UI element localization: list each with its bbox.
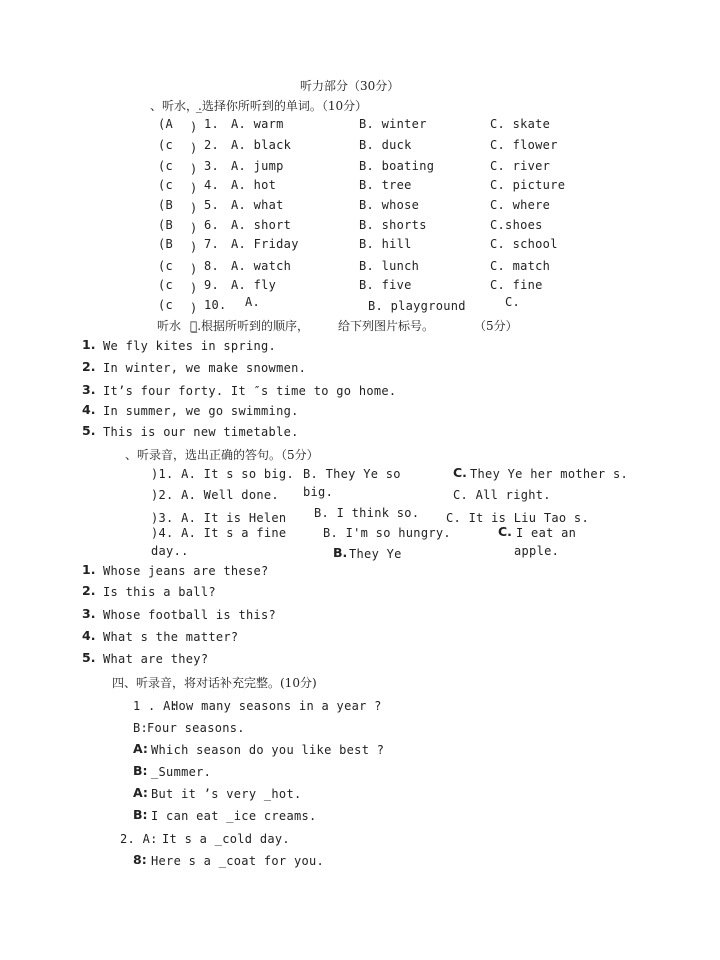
s1-option-c: C. [505,295,521,309]
s1-option-a: A. black [231,138,292,152]
s3-q4-c-cont: apple. [514,544,560,558]
s4-dialogue-text: It s a _cold day. [162,832,290,846]
s1-option-c: C. picture [490,178,566,192]
s4-dialogue-text: But it ’s very _hot. [151,787,302,801]
section3-header: 、听录音，选出正确的答句。（5分） [125,448,319,462]
s3-item-number: 2. [82,583,96,598]
s3-q2: )2. A. Well done. [151,488,279,502]
s1-answer: (c [158,138,174,152]
s2-item-number: 4. [82,402,96,417]
s1-paren: ) [190,281,198,295]
s3-item-number: 5. [82,650,96,665]
s3-item-number: 4. [82,628,96,643]
s3-q3: )3. A. It is Helen [151,511,287,525]
s1-option-a: A. hot [231,178,277,192]
s3-q1-b-cont: big. [303,485,334,499]
s1-option-c: C. fine [490,278,543,292]
s1-option-b: B. tree [359,178,412,192]
s4-dialogue-text: How many seasons in a year ? [171,699,382,713]
s1-number: 1. [204,117,220,131]
s3-item-text: Whose jeans are these? [103,564,269,578]
s1-number: 8. [204,259,220,273]
s1-option-c: C. where [490,198,551,212]
s1-answer: (B [158,198,174,212]
s1-option-a: A. fly [231,278,277,292]
s1-option-b: B. hill [359,237,412,251]
s3-item-text: What are they? [103,652,209,666]
s3-q3-b: B. I think so. [314,506,420,520]
s1-option-c: C. skate [490,117,551,131]
s1-answer: (c [158,278,174,292]
s1-number: 10. [204,298,227,312]
s1-option-a: A. Friday [231,237,299,251]
s1-number: 3. [204,159,220,173]
s3-q1-c-label: C. [453,465,467,480]
s3-q4-c: I eat an [516,526,577,540]
s1-paren: ) [190,262,198,276]
s1-number: 4. [204,178,220,192]
section2-header-d: （5分） [474,319,518,333]
s4-speaker-label: 2. A: [120,832,158,846]
s4-speaker-label: B: [133,807,148,822]
s1-option-c: C.shoes [490,218,543,232]
page-title: 听力部分（30分） [300,79,400,93]
s1-paren: ) [190,301,198,315]
s4-dialogue-text: Which season do you like best ? [151,743,385,757]
section4-header: 四、听录音，将对话补充完整。(10分) [112,676,317,690]
s1-answer: (B [158,218,174,232]
s1-paren: ) [190,181,198,195]
s3-q1: )1. A. It s so big. [151,467,294,481]
s2-item-text: We fly kites in spring. [103,339,277,353]
s2-item-text: In winter, we make snowmen. [103,361,307,375]
s4-dialogue-text: I can eat _ice creams. [151,809,317,823]
section1-header: 、听水，.̲̲选择你所听到的单词。（10分） [150,99,368,113]
s3-item-text: Is this a ball? [103,585,216,599]
s1-option-a: A. [245,295,261,309]
s1-option-c: C. school [490,237,558,251]
s3-q4-b: B. I'm so hungry. [323,526,451,540]
s3-q1-b: B. They Ye so [303,467,401,481]
s1-option-a: A. what [231,198,284,212]
s2-item-number: 1. [82,337,96,352]
s1-answer: (B [158,237,174,251]
s2-item-number: 5. [82,423,96,438]
s3-q4-cont: day.. [151,544,189,558]
s4-speaker-label: B: [133,763,148,778]
s4-speaker-label: A: [133,785,148,800]
s1-answer: (A [158,117,174,131]
s1-number: 6. [204,218,220,232]
s1-number: 5. [204,198,220,212]
s1-paren: ) [190,162,198,176]
s1-paren: ) [190,120,198,134]
s2-item-text: It’s four forty. It ″s time to go home. [103,384,397,398]
s3-item-number: 3. [82,606,96,621]
s4-speaker-label: 1 . A: [133,699,179,713]
s3-q1-c: They Ye her mother s. [470,467,629,481]
s1-number: 9. [204,278,220,292]
s1-option-a: A. short [231,218,292,232]
section2-header-a: 听水 [157,319,182,333]
s2-item-text: In summer, we go swimming. [103,404,299,418]
s1-option-c: C. flower [490,138,558,152]
s1-option-b: B. lunch [359,259,420,273]
s2-item-number: 2. [82,359,96,374]
s1-option-a: A. jump [231,159,284,173]
s1-number: 7. [204,237,220,251]
s1-answer: (c [158,178,174,192]
section2-header-c: 给下列图片标号。 [338,319,435,333]
s1-option-b: B. boating [359,159,435,173]
s1-answer: (c [158,159,174,173]
s4-dialogue-text: _Summer. [151,765,212,779]
s4-dialogue-text: Here s a _coat for you. [151,854,325,868]
s3-item-text: Whose football is this? [103,608,277,622]
s3-q4-c-label: C. [498,524,512,539]
s1-paren: ) [190,201,198,215]
s3-q4-b2-label: B. [333,545,348,560]
s1-answer: (c [158,259,174,273]
s1-option-c: C. river [490,159,551,173]
s3-q4-b2: They Ye [349,547,402,561]
s1-paren: ) [190,221,198,235]
s2-item-number: 3. [82,382,96,397]
s4-speaker-label: A: [133,741,148,756]
s2-item-text: This is our new timetable. [103,425,299,439]
s1-option-c: C. match [490,259,551,273]
s3-item-text: What s the matter? [103,630,239,644]
s4-speaker-label: 8: [133,852,147,867]
s3-q2-c: C. All right. [453,488,551,502]
s1-paren: ) [190,141,198,155]
s1-number: 2. [204,138,220,152]
s1-option-b: B. shorts [359,218,427,232]
s3-item-number: 1. [82,562,96,577]
s1-option-a: A. watch [231,259,292,273]
s3-q3-c: C. It is Liu Tao s. [446,511,589,525]
s1-paren: ) [190,240,198,254]
s4-speaker-label: B: [133,721,149,735]
s1-option-b: B. whose [359,198,420,212]
s3-q4: )4. A. It s a fine [151,526,287,540]
s4-dialogue-text: Four seasons. [147,721,245,735]
s1-answer: (c [158,298,174,312]
s1-option-b: B. playground [368,299,466,313]
section2-header-b: ．̲.根据所听到的顺序， [190,319,310,333]
s1-option-a: A. warm [231,117,284,131]
s1-option-b: B. winter [359,117,427,131]
s1-option-b: B. duck [359,138,412,152]
s1-option-b: B. five [359,278,412,292]
